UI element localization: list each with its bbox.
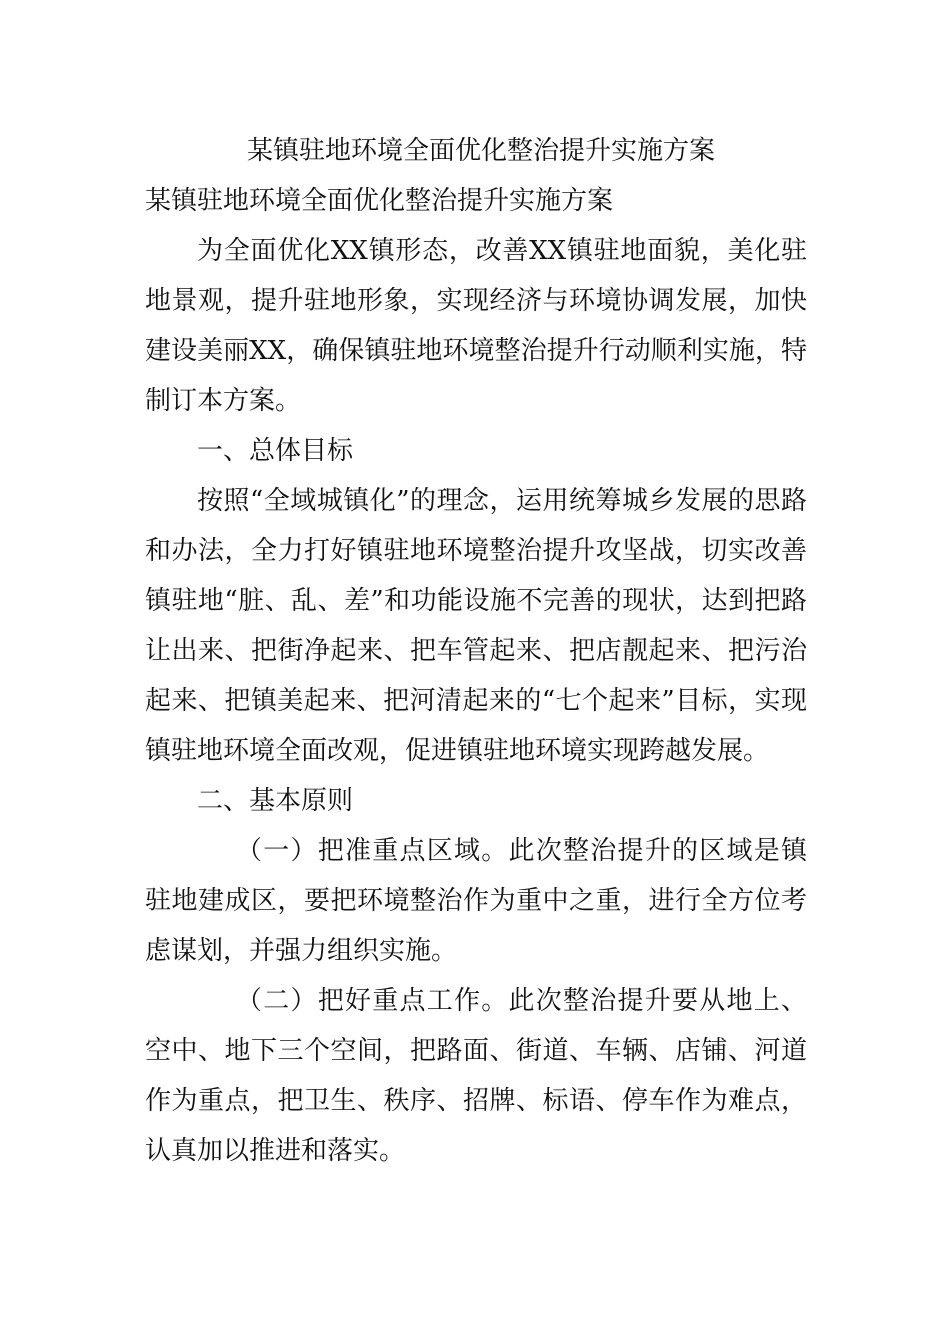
goals-paragraph: 按照“全域城镇化”的理念，运用统筹城乡发展的思路和办法，全力打好镇驻地环境整治提升攻坚战，切实改善镇驻地“脏、乱、差”和功能设施不完善的现状，达到把路让出来、把街净起来、把车管起来、把店靓起来、把污治起来、把镇美起来、把河清起来的“七个起来”目标，实现镇驻地环境全面改观，促进镇驻地环境实现跨越发展。	[145, 486, 807, 766]
principle-item-1: （一）把准重点区域。此次整治提升的区域是镇驻地建成区，要把环境整治作为重中之重，进行全方位考虑谋划，并强力组织实施。	[145, 836, 807, 966]
intro-paragraph: 为全面优化XX镇形态，改善XX镇驻地面貌，美化驻地景观，提升驻地形象，实现经济与环境协调发展，加快建设美丽XX，确保镇驻地环境整治提升行动顺利实施，特制订本方案。	[145, 236, 807, 416]
document-subtitle: 某镇驻地环境全面优化整治提升实施方案	[145, 186, 614, 216]
section-heading-goals: 一、总体目标	[197, 436, 354, 466]
principle-item-2: （二）把好重点工作。此次整治提升要从地上、空中、地下三个空间，把路面、街道、车辆、店铺、河道作为重点，把卫生、秩序、招牌、标语、停车作为难点，认真加以推进和落实。	[145, 986, 807, 1166]
section-heading-principles: 二、基本原则	[197, 786, 354, 816]
document-page	[145, 126, 807, 1176]
document-title: 某镇驻地环境全面优化整治提升实施方案	[246, 136, 715, 166]
